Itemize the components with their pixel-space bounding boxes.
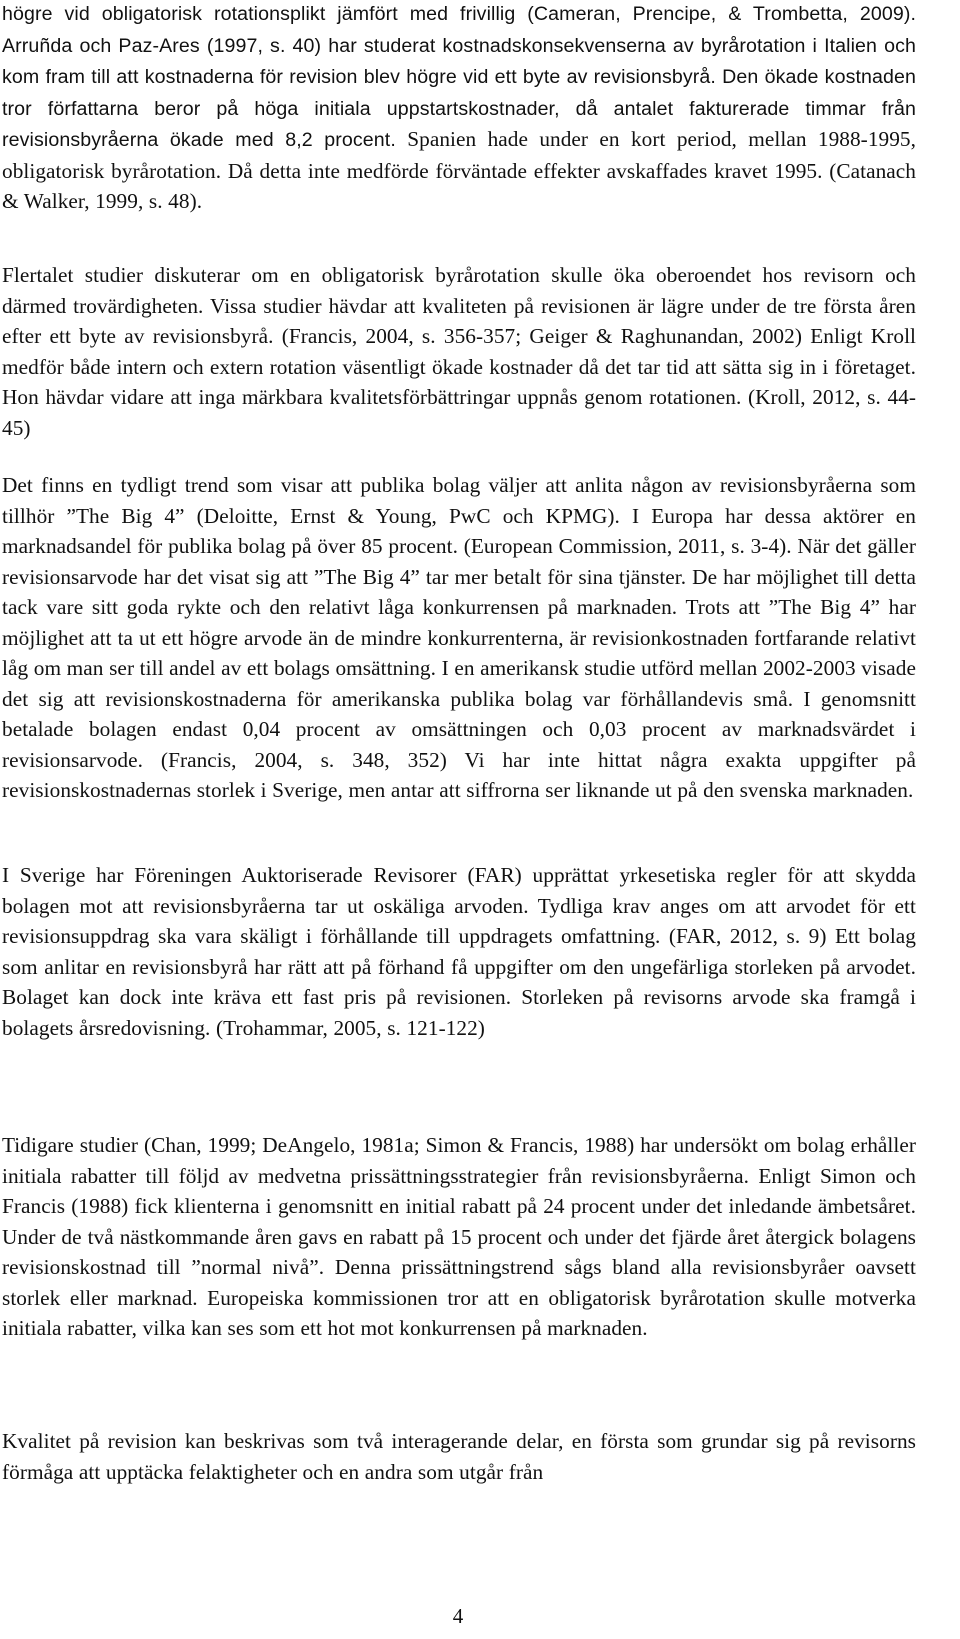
paragraph-initial-discounts [2, 1130, 916, 1344]
paragraph-text: I Sverige har Föreningen Auktoriserade Revisorer (FAR) upprättat yrkesetiska regler för att skydda bolagen mot att revisionsbyråerna tar ut oskäliga arvoden. Tydliga krav anges om att arvodet för ett revisionsuppdrag ska vara skäligt i förhållande till uppdragets omfattning. (FAR, 2012, s. 9) Ett bolag som anlitar en revisionsbyrå har rätt att på förhand få uppgifter om den ungefärliga storleken på arvodet. Bolaget kan dock inte kräva ett fast pris på revisionen. Storleken på revisorns arvode ska framgå i bolagets årsredovisning. (Trohammar, 2005, s. 121-122) [2, 863, 916, 1040]
paragraph-text: Tidigare studier (Chan, 1999; DeAngelo, 1981a; Simon & Francis, 1988) har undersökt om bolag erhåller initiala rabatter till följd av medvetna prissättningsstrategier från revisionsbyråerna. Enligt Simon och Francis (1988) fick klienterna i genomsnitt en initial rabatt på 24 procent under det inledande ämbetsåret. Under de två nästkommande åren gavs en rabatt på 15 procent och under det fjärde året återgick bolagens revisionskostnad till ”normal nivå”. Denna prissättningstrend sågs bland alla revisionsbyråer oavsett storlek eller marknad. Europeiska kommissionen tror att en obligatorisk byrårotation skulle motverka initiala rabatter, vilka kan ses som ett hot mot konkurrensen på marknaden. [2, 1133, 916, 1340]
paragraph-text: Kvalitet på revision kan beskrivas som två interagerande delar, en första som grundar sig på revisorns förmåga att upptäcka felaktigheter och en andra som utgår från [2, 1429, 916, 1484]
paragraph-text-sans: högre vid obligatorisk rotationsplikt jämfört med frivillig (Cameran, Prencipe, & Trombetta, 2009). Arruñda och Paz-Ares (1997, s. 40) har studerat kostnadskonsekvenserna av byrårotation i Italien och kom fram till att kostnaderna för revision blev högre vid ett byte av revisionsbyrå. Den ökade kostnaden tror författarna beror på höga initiala uppstartskostnader, då antalet fakturerade timmar från revisionsbyråerna ökade med 8,2 procent. [2, 3, 916, 151]
paragraph-rotation-costs [2, 0, 916, 217]
page-number: 4 [452, 1604, 464, 1628]
paragraph-text: Det finns en tydligt trend som visar att publika bolag väljer att anlita någon av revisionsbyråerna som tillhör ”The Big 4” (Deloitte, Ernst & Young, PwC och KPMG). I Europa har dessa aktörer en marknadsandel för publika bolag på över 85 procent. (European Commission, 2011, s. 3-4). När det gäller revisionsarvode har det visat sig att ”The Big 4” tar mer betalt för sina tjänster. De har möjlighet till detta tack vare sitt goda rykte och den relativt låga konkurrensen på marknaden. Trots att ”The Big 4” har möjlighet att ta ut ett högre arvode än de mindre konkurrenterna, är revisionkostnaden fortfarande relativt låg om man ser till andel av ett bolags omsättning. I en amerikansk studie utförd mellan 2002-2003 visade det sig att revisionskostnaderna för amerikanska publika bolag var förhållandevis små. I genomsnitt betalade bolagen endast 0,04 procent av omsättningen och 0,03 procent av marknadsvärdet i revisionsarvode. (Francis, 2004, s. 348, 352) Vi har inte hittat några exakta uppgifter på revisionskostnadernas storlek i Sverige, men antar att siffrorna ser liknande ut på den svenska marknaden. [2, 473, 916, 802]
paragraph-text: Flertalet studier diskuterar om en obligatorisk byrårotation skulle öka oberoendet hos revisorn och därmed trovärdigheten. Vissa studier hävdar att kvaliteten på revisionen är lägre under de tre första åren efter ett byte av revisionsbyrå. (Francis, 2004, s. 356-357; Geiger & Raghunandan, 2002) Enligt Kroll medför både intern och extern rotation väsentligt ökade kostnader då det tar tid att sätta sig in i företaget. Hon hävdar vidare att inga märkbara kvalitetsförbättringar uppnås genom rotationen. (Kroll, 2012, s. 44-45) [2, 263, 916, 440]
paragraph-audit-quality [2, 1426, 916, 1487]
paragraph-big-four [2, 470, 916, 806]
paragraph-far-rules [2, 860, 916, 1043]
paragraph-text: Spanien hade under en kort period, mellan 1988-1995, obligatorisk byrårotation. Då detta inte medförde förväntade effekter avskaffades kravet 1995. (Catanach & Walker, 1999, s. 48). [2, 127, 916, 213]
paragraph-independence-studies [2, 260, 916, 443]
